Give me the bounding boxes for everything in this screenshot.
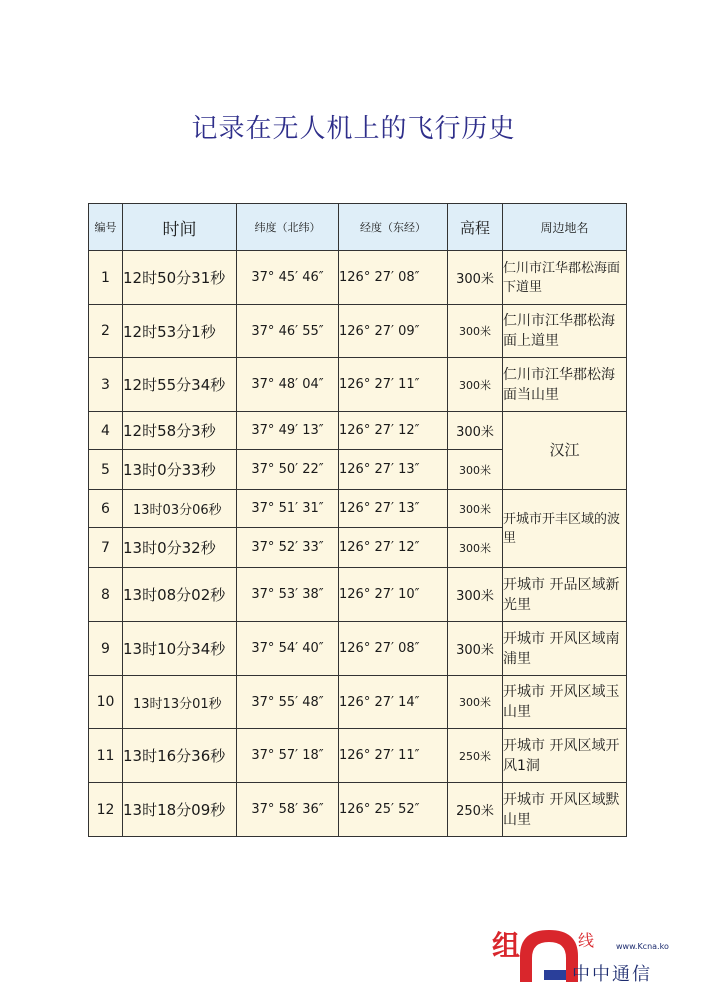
table-row bbox=[89, 305, 627, 358]
row-time: 12时50分31秒 bbox=[123, 251, 237, 305]
row-longitude: 126° 27′ 10″ bbox=[339, 568, 448, 622]
header-time: 时间 bbox=[123, 204, 237, 251]
header-nearby-place: 周边地名 bbox=[503, 204, 627, 251]
row-latitude: 37° 52′ 33″ bbox=[237, 528, 339, 568]
row-number: 7 bbox=[89, 528, 123, 568]
watermark-bottom-text: 中中通信 bbox=[572, 964, 652, 985]
row-longitude: 126° 27′ 12″ bbox=[339, 412, 448, 450]
row-number: 4 bbox=[89, 412, 123, 450]
row-altitude: 300米 bbox=[448, 450, 503, 490]
row-time: 12时53分1秒 bbox=[123, 305, 237, 358]
row-time: 13时03分06秒 bbox=[123, 490, 237, 528]
row-longitude: 126° 27′ 14″ bbox=[339, 676, 448, 729]
table-row bbox=[89, 676, 627, 729]
watermark-left-char: 组 bbox=[492, 929, 521, 962]
row-longitude: 126° 27′ 11″ bbox=[339, 358, 448, 412]
row-altitude: 300米 bbox=[448, 622, 503, 676]
row-latitude: 37° 45′ 46″ bbox=[237, 251, 339, 305]
table-header-row bbox=[89, 204, 627, 251]
news-agency-watermark bbox=[492, 918, 707, 1000]
row-latitude: 37° 55′ 48″ bbox=[237, 676, 339, 729]
row-longitude: 126° 27′ 08″ bbox=[339, 622, 448, 676]
table-row bbox=[89, 251, 627, 305]
page-title: 记录在无人机上的飞行历史 bbox=[191, 114, 516, 144]
row-altitude: 300米 bbox=[448, 490, 503, 528]
row-latitude: 37° 50′ 22″ bbox=[237, 450, 339, 490]
row-altitude: 300米 bbox=[448, 568, 503, 622]
header-altitude: 高程 bbox=[448, 204, 503, 251]
row-time: 13时10分34秒 bbox=[123, 622, 237, 676]
row-nearby-place: 开城市 开品区域新光里 bbox=[503, 568, 627, 622]
row-number: 3 bbox=[89, 358, 123, 412]
row-number: 5 bbox=[89, 450, 123, 490]
row-latitude: 37° 57′ 18″ bbox=[237, 729, 339, 783]
row-longitude: 126° 27′ 13″ bbox=[339, 490, 448, 528]
table-row bbox=[89, 729, 627, 783]
row-nearby-place: 开城市开丰区域的波里 bbox=[503, 490, 627, 568]
row-number: 11 bbox=[89, 729, 123, 783]
header-longitude: 经度（东经） bbox=[339, 204, 448, 251]
row-latitude: 37° 49′ 13″ bbox=[237, 412, 339, 450]
row-longitude: 126° 27′ 11″ bbox=[339, 729, 448, 783]
row-nearby-place: 仁川市江华郡松海面当山里 bbox=[503, 358, 627, 412]
row-altitude: 300米 bbox=[448, 251, 503, 305]
row-time: 13时13分01秒 bbox=[123, 676, 237, 729]
row-longitude: 126° 27′ 09″ bbox=[339, 305, 448, 358]
row-number: 9 bbox=[89, 622, 123, 676]
row-time: 13时16分36秒 bbox=[123, 729, 237, 783]
row-nearby-place: 开城市 开风区域开风1洞 bbox=[503, 729, 627, 783]
row-time: 12时55分34秒 bbox=[123, 358, 237, 412]
row-altitude: 300米 bbox=[448, 676, 503, 729]
table-row bbox=[89, 412, 627, 450]
row-altitude: 250米 bbox=[448, 783, 503, 837]
row-number: 10 bbox=[89, 676, 123, 729]
table-row bbox=[89, 568, 627, 622]
flight-history-table bbox=[88, 203, 627, 837]
row-nearby-place: 开城市 开风区域南浦里 bbox=[503, 622, 627, 676]
row-altitude: 300米 bbox=[448, 528, 503, 568]
row-latitude: 37° 51′ 31″ bbox=[237, 490, 339, 528]
row-number: 1 bbox=[89, 251, 123, 305]
watermark-right-char: 线 bbox=[578, 931, 595, 950]
row-latitude: 37° 58′ 36″ bbox=[237, 783, 339, 837]
row-nearby-place: 仁川市江华郡松海面上道里 bbox=[503, 305, 627, 358]
row-time: 13时0分32秒 bbox=[123, 528, 237, 568]
row-time: 13时0分33秒 bbox=[123, 450, 237, 490]
watermark-url: www.Kcna.ko bbox=[616, 942, 669, 951]
header-latitude: 纬度（北纬） bbox=[237, 204, 339, 251]
row-nearby-place: 汉江 bbox=[503, 412, 627, 490]
header-number: 编号 bbox=[89, 204, 123, 251]
row-longitude: 126° 25′ 52″ bbox=[339, 783, 448, 837]
row-number: 6 bbox=[89, 490, 123, 528]
row-time: 12时58分3秒 bbox=[123, 412, 237, 450]
row-nearby-place: 开城市 开风区域默山里 bbox=[503, 783, 627, 837]
row-time: 13时08分02秒 bbox=[123, 568, 237, 622]
row-longitude: 126° 27′ 08″ bbox=[339, 251, 448, 305]
table-row bbox=[89, 490, 627, 528]
row-number: 8 bbox=[89, 568, 123, 622]
row-nearby-place: 开城市 开风区域玉山里 bbox=[503, 676, 627, 729]
row-altitude: 300米 bbox=[448, 412, 503, 450]
table-row bbox=[89, 358, 627, 412]
row-time: 13时18分09秒 bbox=[123, 783, 237, 837]
row-latitude: 37° 54′ 40″ bbox=[237, 622, 339, 676]
table-row bbox=[89, 783, 627, 837]
row-number: 2 bbox=[89, 305, 123, 358]
row-latitude: 37° 53′ 38″ bbox=[237, 568, 339, 622]
row-latitude: 37° 48′ 04″ bbox=[237, 358, 339, 412]
row-longitude: 126° 27′ 12″ bbox=[339, 528, 448, 568]
row-longitude: 126° 27′ 13″ bbox=[339, 450, 448, 490]
row-latitude: 37° 46′ 55″ bbox=[237, 305, 339, 358]
row-nearby-place: 仁川市江华郡松海面下道里 bbox=[503, 251, 627, 305]
row-altitude: 250米 bbox=[448, 729, 503, 783]
row-altitude: 300米 bbox=[448, 358, 503, 412]
row-number: 12 bbox=[89, 783, 123, 837]
row-altitude: 300米 bbox=[448, 305, 503, 358]
table-row bbox=[89, 622, 627, 676]
